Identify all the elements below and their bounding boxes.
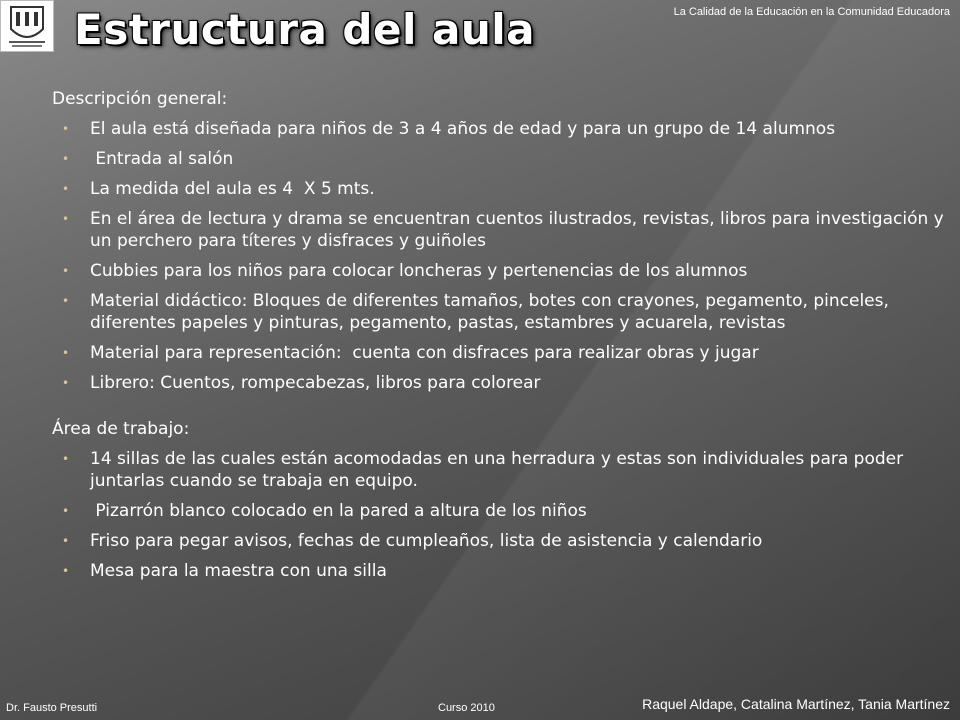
bullet-icon: • <box>62 504 70 518</box>
work-area-list <box>52 448 952 582</box>
list-item: • Friso para pegar avisos, fechas de cumpleaños, lista de asistencia y calendario <box>62 531 763 551</box>
bullet-icon: • <box>62 212 70 226</box>
bullet-icon: • <box>62 564 70 578</box>
bullet-icon: • <box>62 152 70 166</box>
work-area-heading: Área de trabajo: <box>52 419 190 439</box>
bullet-icon: • <box>62 182 70 196</box>
bullet-icon: • <box>62 346 70 360</box>
footer-students: Raquel Aldape, Catalina Martínez, Tania Martínez <box>642 696 950 712</box>
list-item: • Cubbies para los niños para colocar loncheras y pertenencias de los alumnos <box>62 261 748 281</box>
list-item: • En el área de lectura y drama se encuentran cuentos ilustrados, revistas, libros para investigación y un perchero para títeres y disfraces y guiñoles <box>62 209 944 251</box>
bullet-icon: • <box>62 264 70 278</box>
list-item: • Mesa para la maestra con una silla <box>62 561 387 581</box>
university-logo <box>0 0 54 52</box>
bullet-icon: • <box>62 452 70 466</box>
bullet-icon: • <box>62 376 70 390</box>
footer-course: Curso 2010 <box>438 702 495 714</box>
slide-body <box>52 88 952 590</box>
list-item: • 14 sillas de las cuales están acomodadas en una herradura y estas son individuales para poder juntarlas cuando se trabaja en equipo. <box>62 449 904 491</box>
list-item: • Entrada al salón <box>62 149 234 169</box>
general-description-heading: Descripción general: <box>52 89 228 109</box>
slide-title: Estructura del aula <box>74 5 535 54</box>
list-item: • Pizarrón blanco colocado en la pared a altura de los niños <box>62 501 587 521</box>
list-item: • Material didáctico: Bloques de diferentes tamaños, botes con crayones, pegamento, pinceles, diferentes papeles y pinturas, pegamento, pastas, estambres y acuarela, revistas <box>62 291 889 333</box>
list-item: • El aula está diseñada para niños de 3 a 4 años de edad y para un grupo de 14 alumnos <box>62 119 836 139</box>
list-item: • La medida del aula es 4 X 5 mts. <box>62 179 375 199</box>
list-item: • Material para representación: cuenta con disfraces para realizar obras y jugar <box>62 343 759 363</box>
footer-author: Dr. Fausto Presutti <box>6 702 98 714</box>
header-note: La Calidad de la Educación en la Comunidad Educadora <box>673 6 950 18</box>
list-item: • Librero: Cuentos, rompecabezas, libros para colorear <box>62 373 541 393</box>
bullet-icon: • <box>62 534 70 548</box>
university-seal-icon <box>1 1 53 51</box>
bullet-icon: • <box>62 122 70 136</box>
general-description-list <box>52 118 952 394</box>
bullet-icon: • <box>62 294 70 308</box>
